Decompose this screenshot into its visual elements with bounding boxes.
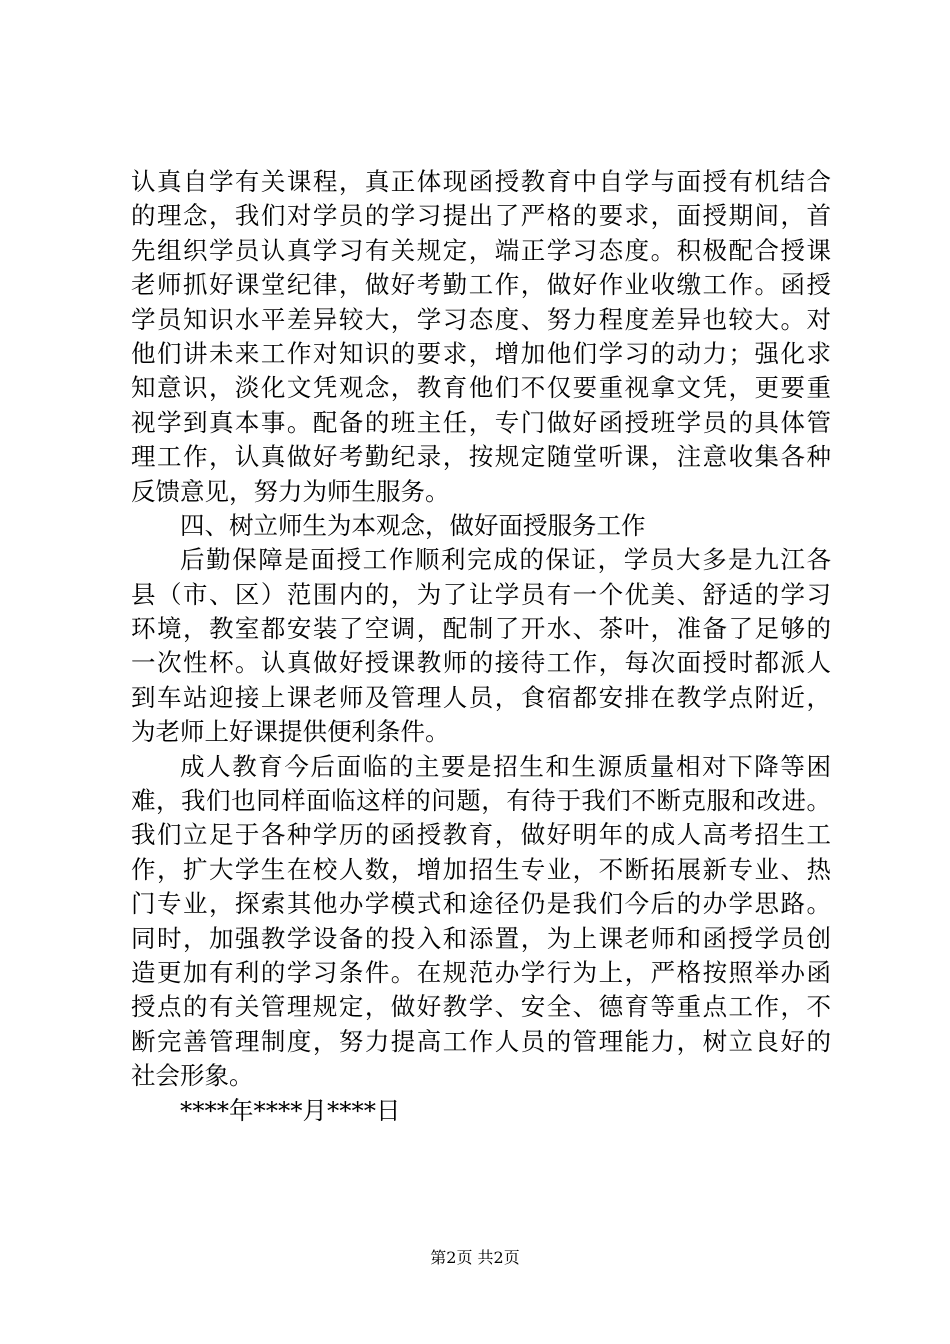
paragraph-line: 县（市、区）范围内的，为了让学员有一个优美、舒适的学习 [131,579,831,609]
paragraph-line: 成人教育今后面临的主要是招生和生源质量相对下降等困 [180,751,831,781]
paragraph-line: 社会形象。 [131,1061,254,1091]
paragraph-line: 反馈意见，努力为师生服务。 [131,476,450,506]
paragraph-line: 到车站迎接上课老师及管理人员，食宿都安排在教学点附近， [131,682,831,712]
paragraph-line: 的理念，我们对学员的学习提出了严格的要求，面授期间，首 [131,201,831,231]
paragraph-line: 门专业，探索其他办学模式和途径仍是我们今后的办学思路。 [131,889,831,919]
page-footer: 第2页 共2页 [430,1248,520,1267]
date-line: ****年****月****日 [180,1095,401,1125]
paragraph-line: 理工作，认真做好考勤纪录，按规定随堂听课，注意收集各种 [131,442,831,472]
paragraph-line: 一次性杯。认真做好授课教师的接待工作，每次面授时都派人 [131,648,831,678]
paragraph-line: 同时，加强教学设备的投入和添置，为上课老师和函授学员创 [131,923,831,953]
paragraph-line: 认真自学有关课程，真正体现函授教育中自学与面授有机结合 [131,167,831,196]
paragraph-line: 授点的有关管理规定，做好教学、安全、德育等重点工作，不 [131,992,831,1022]
paragraph-line: 断完善管理制度，努力提高工作人员的管理能力，树立良好的 [131,1026,831,1056]
paragraph-line: 先组织学员认真学习有关规定，端正学习态度。积极配合授课 [131,235,831,265]
paragraph-line: 知意识，淡化文凭观念，教育他们不仅要重视拿文凭，更要重 [131,373,831,403]
paragraph-line: 学员知识水平差异较大，学习态度、努力程度差异也较大。对 [131,304,831,334]
paragraph-line: 老师抓好课堂纪律，做好考勤工作，做好作业收缴工作。函授 [131,270,831,300]
paragraph-line: 他们讲未来工作对知识的要求，增加他们学习的动力；强化求 [131,338,831,368]
paragraph-line: 视学到真本事。配备的班主任，专门做好函授班学员的具体管 [131,407,831,437]
paragraph-line: 环境，教室都安装了空调，配制了开水、茶叶，准备了足够的 [131,614,831,644]
paragraph-line: 我们立足于各种学历的函授教育，做好明年的成人高考招生工 [131,820,831,850]
paragraph-line: 造更加有利的学习条件。在规范办学行为上，严格按照举办函 [131,957,831,987]
paragraph-line: 为老师上好课提供便利条件。 [131,717,450,747]
paragraph-line: 难，我们也同样面临这样的问题，有待于我们不断克服和改进。 [131,786,831,816]
document-body [131,165,831,1128]
section-heading: 四、树立师生为本观念，做好面授服务工作 [180,510,646,540]
paragraph-line: 后勤保障是面授工作顺利完成的保证，学员大多是九江各 [180,545,831,575]
paragraph-line: 作，扩大学生在校人数，增加招生专业，不断拓展新专业、热 [131,854,831,884]
